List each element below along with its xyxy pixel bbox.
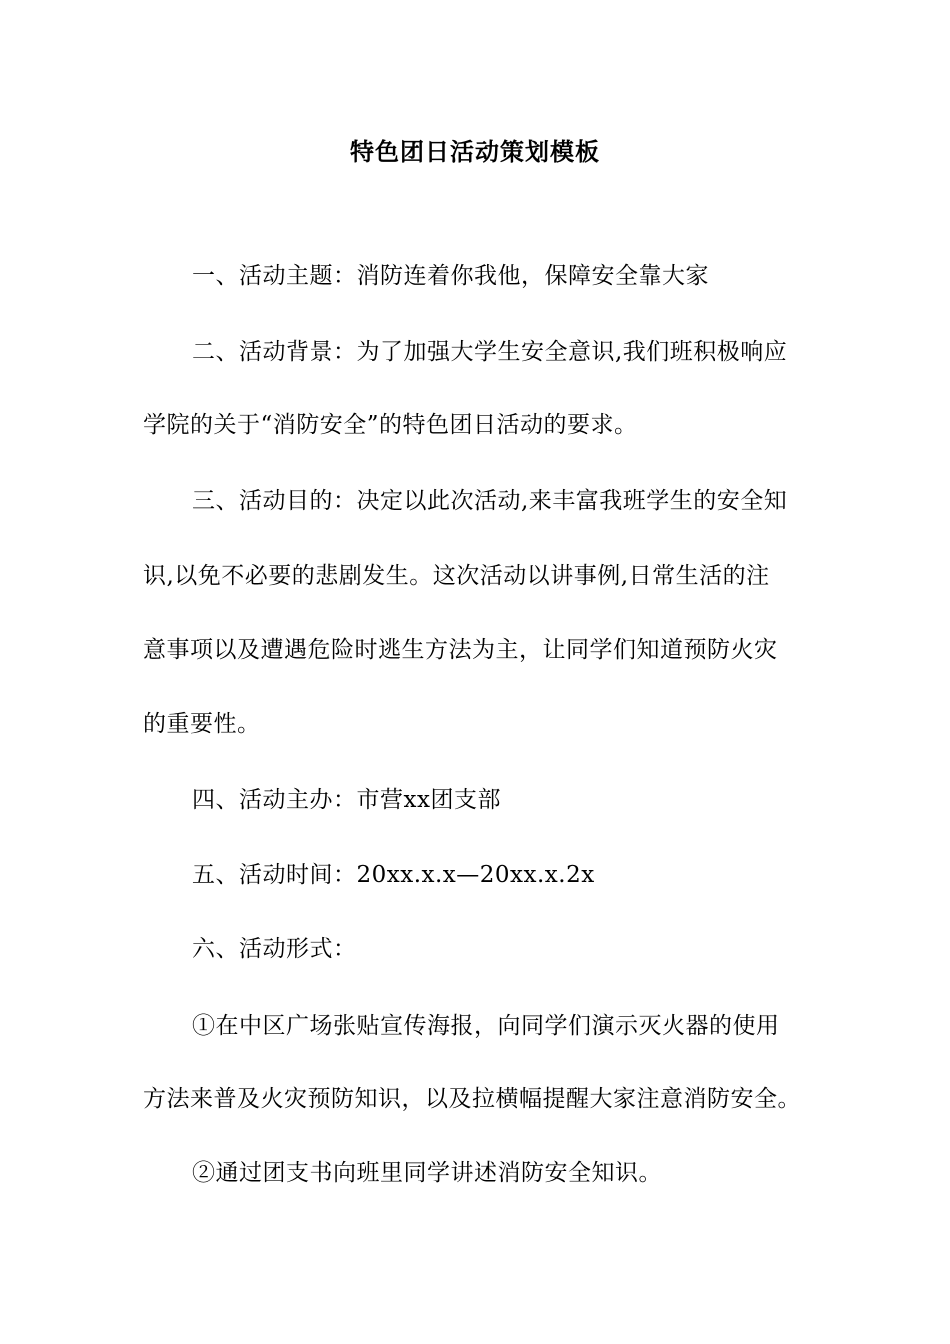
activity-time-line: 五、活动时间：20xx.x.x—20xx.x.2x [192,862,595,888]
activity-purpose-line-1: 三、活动目的：决定以此次活动,来丰富我班学生的安全知 [192,488,788,514]
activity-form-item-1-line-1: ①在中区广场张贴宣传海报，向同学们演示灭火器的使用 [192,1013,780,1039]
activity-form-heading: 六、活动形式： [192,936,357,962]
activity-theme-line: 一、活动主题：消防连着你我他，保障安全靠大家 [192,263,709,289]
activity-form-item-2-line: ②通过团支书向班里同学讲述消防安全知识。 [192,1160,662,1186]
activity-purpose-line-4: 的重要性。 [143,711,261,737]
activity-purpose-line-2: 识,以免不必要的悲剧发生。这次活动以讲事例,日常生活的注 [143,563,770,589]
activity-background-line-2: 学院的关于“消防安全”的特色团日活动的要求。 [143,412,638,438]
activity-form-item-1-line-2: 方法来普及火灾预防知识，以及拉横幅提醒大家注意消防安全。 [143,1086,801,1112]
document-title: 特色团日活动策划模板 [350,137,600,166]
activity-purpose-line-3: 意事项以及遭遇危险时逃生方法为主，让同学们知道预防火灾 [143,637,778,663]
activity-background-line-1: 二、活动背景：为了加强大学生安全意识,我们班积极响应 [192,339,788,365]
activity-organizer-line: 四、活动主办：市营xx团支部 [192,787,501,813]
